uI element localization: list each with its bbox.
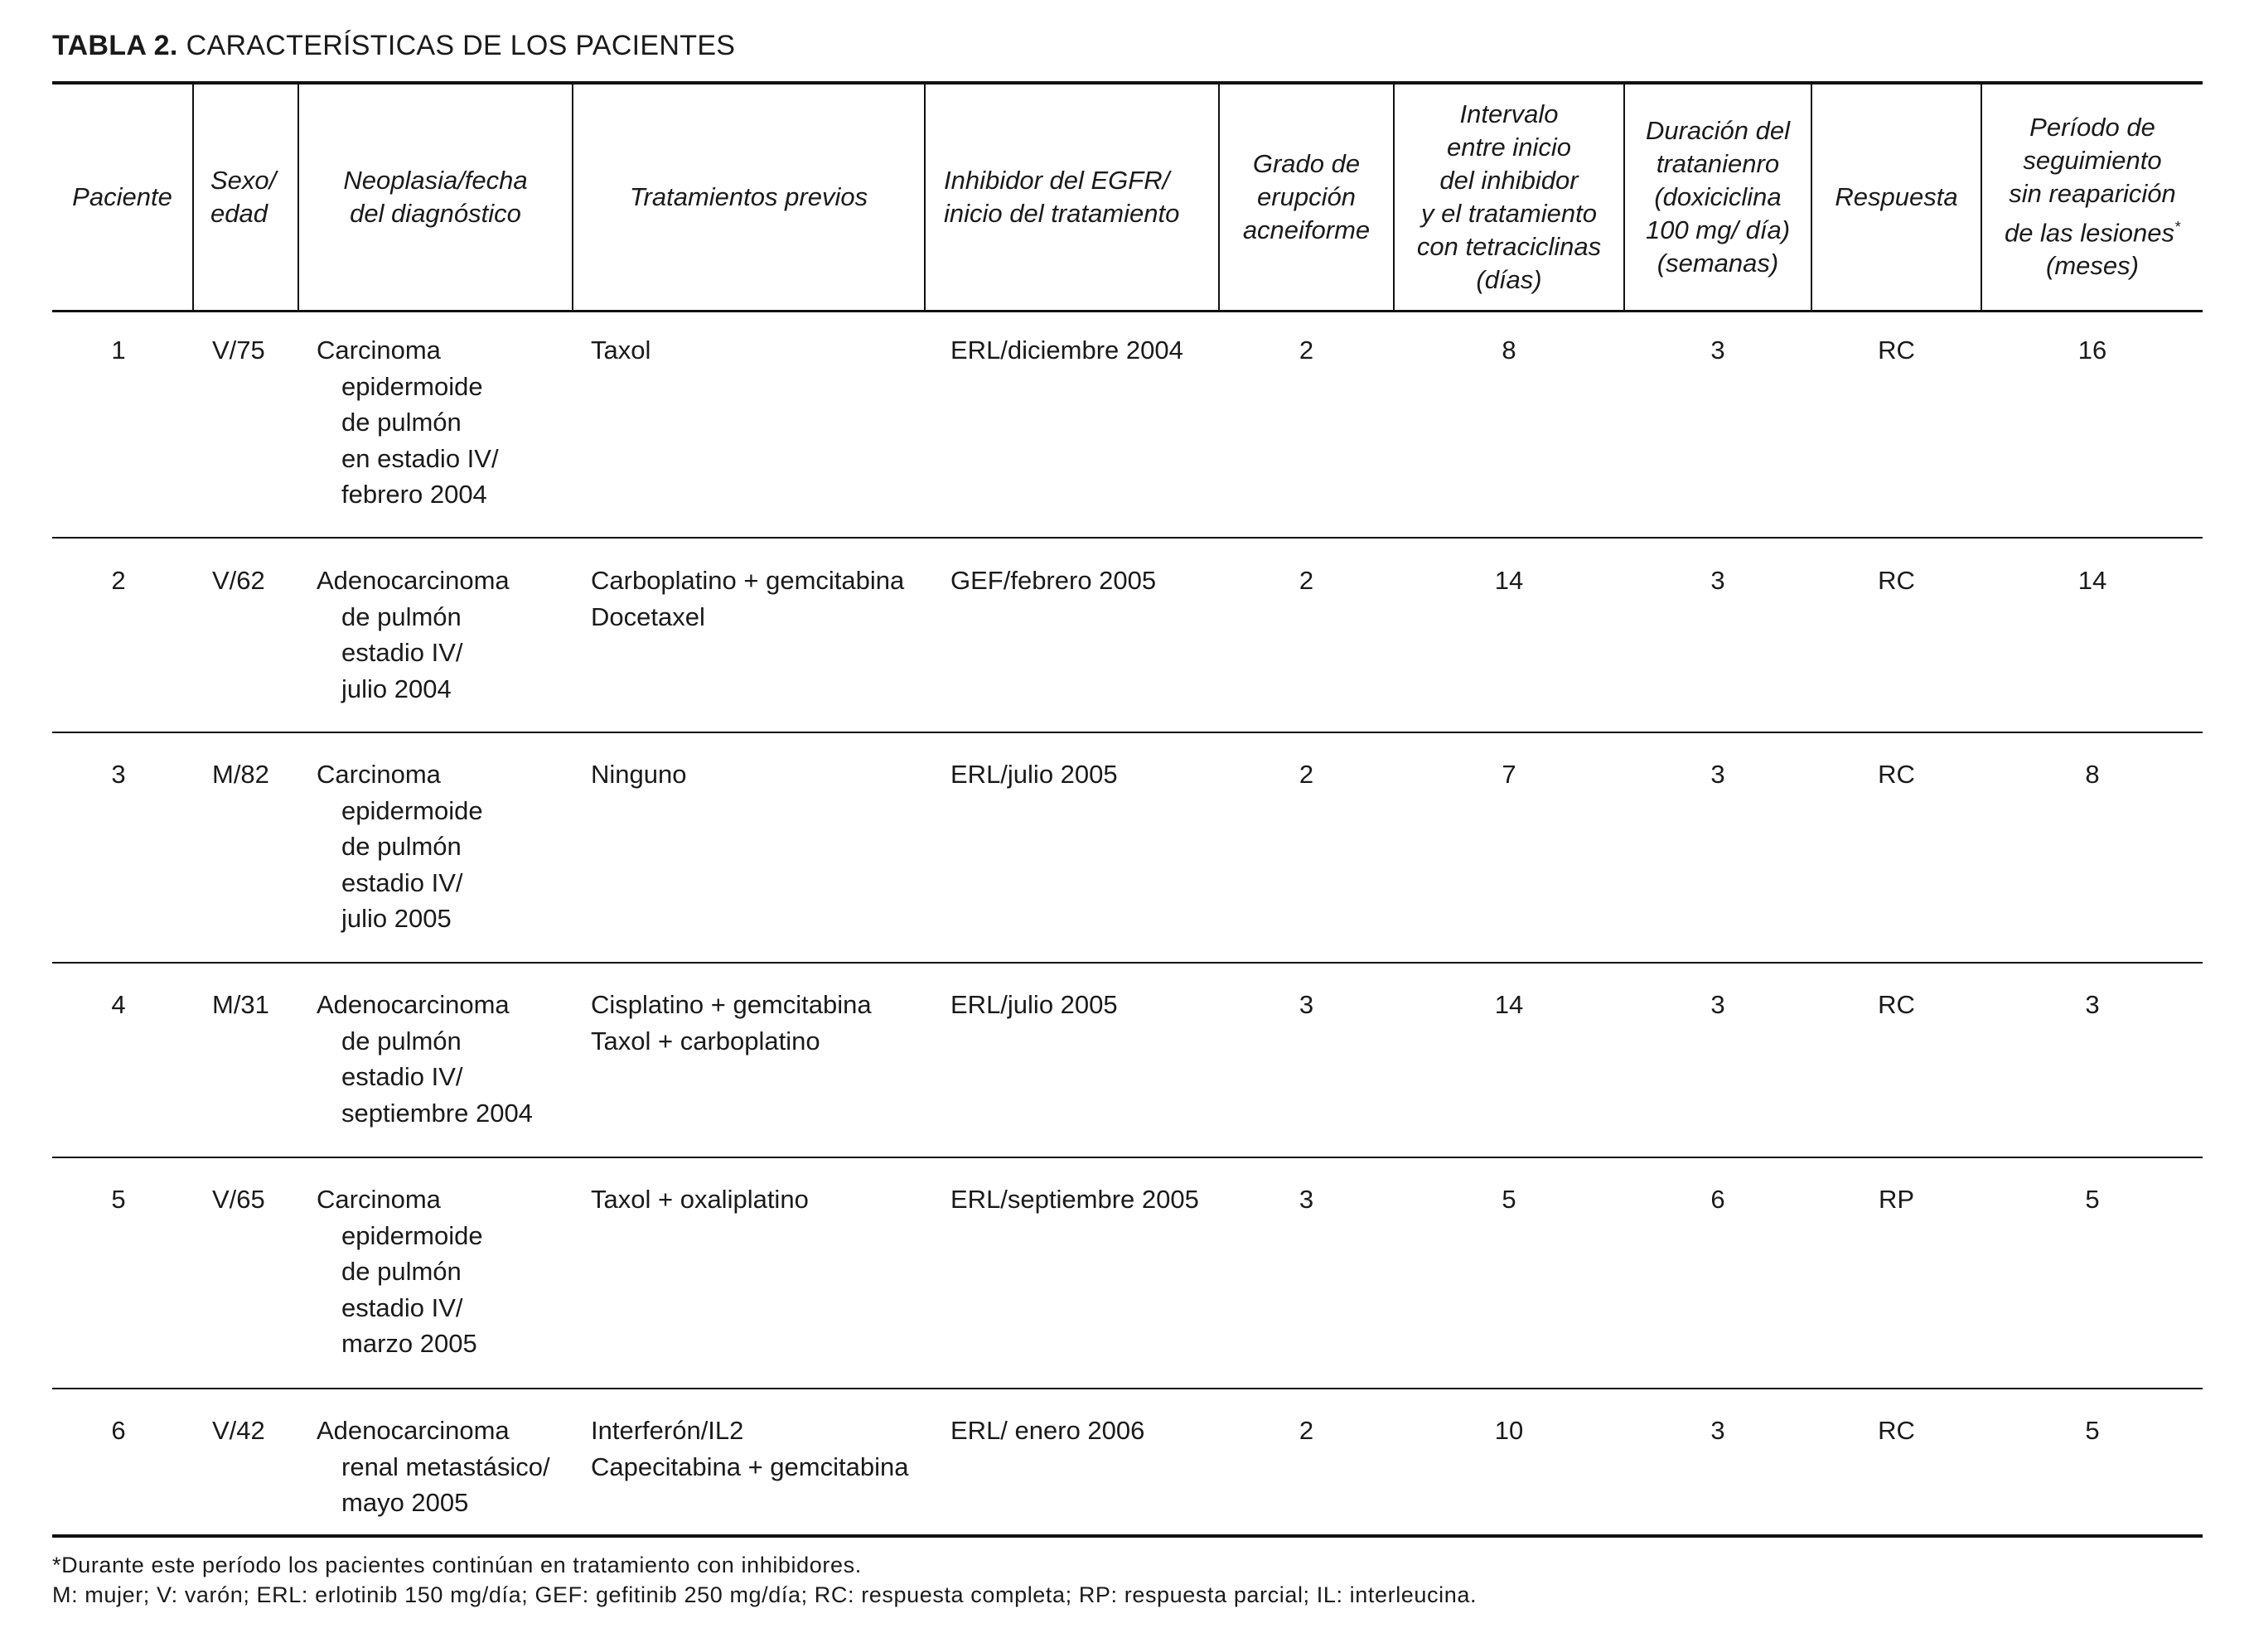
cell-line: julio 2005: [341, 904, 452, 933]
cell-line: Ninguno: [591, 760, 687, 789]
header-sexo-edad: [194, 84, 297, 310]
header-intervalo: [1395, 84, 1623, 310]
cell-sexo-edad: V/62: [212, 566, 265, 595]
cell-periodo: 16: [2077, 336, 2107, 365]
header-paciente: [52, 84, 192, 310]
cell-tratamientos: [591, 1181, 809, 1218]
cell-line: mayo 2005: [341, 1488, 469, 1517]
header-rule: [52, 310, 2203, 312]
cell-line: de pulmón: [341, 601, 462, 631]
cell-line: septiembre 2004: [341, 1098, 533, 1128]
cell-duracion: 3: [1710, 760, 1725, 789]
header-line: Período de: [2029, 112, 2155, 142]
cell-line: en estadio IV/: [341, 443, 499, 473]
cell-intervalo: 14: [1494, 990, 1524, 1019]
header-tratamientos: [573, 84, 924, 310]
cell-respuesta: RC: [1878, 566, 1915, 595]
cell-tratamientos: [591, 1413, 908, 1485]
cell-sexo-edad: M/31: [212, 990, 269, 1019]
header-neoplasia: [299, 84, 572, 310]
cell-line: de pulmón: [341, 1026, 462, 1055]
cell-periodo: 3: [2085, 990, 2100, 1019]
footnote-abbreviations: M: mujer; V: varón; ERL: erlotinib 150 mg/día; GEF: gefitinib 250 mg/día; RC: respuesta completa; RP: respuesta parcial; IL: interleucina.: [52, 1582, 1478, 1607]
table-title: [52, 30, 735, 62]
cell-intervalo: 7: [1502, 760, 1516, 789]
cell-tratamientos: [591, 987, 872, 1059]
header-line: Inhibidor del EGFR/: [944, 165, 1170, 195]
cell-periodo: 5: [2085, 1185, 2100, 1214]
cell-inhibidor: ERL/diciembre 2004: [950, 336, 1183, 365]
cell-line: estadio IV/: [341, 1062, 463, 1091]
cell-line: Carboplatino + gemcitabina: [591, 566, 905, 595]
cell-paciente: 1: [111, 336, 126, 365]
cell-periodo: 5: [2085, 1416, 2100, 1445]
cell-periodo: 14: [2077, 566, 2107, 595]
cell-grado: 2: [1299, 760, 1314, 789]
header-line: erupción: [1257, 181, 1356, 211]
cell-duracion: 6: [1710, 1185, 1725, 1214]
footnote-asterisk: *Durante este período los pacientes continúan en tratamiento con inhibidores.: [52, 1553, 862, 1577]
cell-paciente: 4: [111, 990, 126, 1019]
cell-neoplasia: [317, 1413, 550, 1521]
cell-line: Taxol: [591, 336, 651, 365]
cell-grado: 3: [1299, 1185, 1314, 1214]
cell-intervalo: 8: [1502, 336, 1516, 365]
cell-sexo-edad: V/65: [212, 1185, 265, 1214]
header-grado: [1220, 84, 1393, 310]
cell-line: Adenocarcinoma: [317, 566, 510, 595]
header-inhibidor: [926, 84, 1218, 310]
cell-line: epidermoide: [341, 795, 483, 825]
cell-duracion: 3: [1710, 1416, 1725, 1445]
cell-line: de pulmón: [341, 408, 462, 437]
header-line: inicio del tratamiento: [944, 198, 1180, 228]
header-respuesta-text: Respuesta: [1835, 181, 1958, 211]
cell-line: Carcinoma: [317, 336, 441, 365]
footnote-mark: *: [2174, 218, 2181, 235]
header-line: Grado de: [1252, 148, 1361, 178]
cell-line: de pulmón: [341, 1257, 462, 1286]
cell-line: estadio IV/: [341, 1292, 463, 1322]
cell-line: Capecitabina + gemcitabina: [591, 1452, 909, 1481]
header-line: Neoplasia/fecha: [343, 165, 528, 195]
cell-respuesta: RC: [1878, 1416, 1915, 1445]
cell-inhibidor: ERL/ enero 2006: [950, 1416, 1145, 1445]
cell-paciente: 6: [111, 1416, 126, 1445]
cell-respuesta: RC: [1878, 990, 1915, 1019]
cell-respuesta: RP: [1878, 1185, 1915, 1214]
header-paciente-text: Paciente: [72, 181, 172, 211]
header-line: de las lesiones: [2004, 218, 2175, 248]
header-line: Intervalo: [1459, 99, 1559, 128]
cell-line: Adenocarcinoma: [317, 990, 510, 1019]
cell-inhibidor: ERL/julio 2005: [950, 990, 1118, 1019]
cell-line: Taxol + carboplatino: [591, 1026, 820, 1055]
header-respuesta: [1812, 84, 1981, 310]
cell-duracion: 3: [1710, 990, 1725, 1019]
cell-intervalo: 5: [1502, 1185, 1516, 1214]
table-caption: CARACTERÍSTICAS DE LOS PACIENTES: [186, 30, 736, 61]
cell-tratamientos: [591, 332, 651, 369]
cell-inhibidor: ERL/septiembre 2005: [950, 1185, 1199, 1214]
header-line: edad: [210, 198, 268, 228]
header-line: Sexo/: [210, 165, 277, 195]
cell-neoplasia: [317, 332, 499, 513]
cell-line: estadio IV/: [341, 867, 463, 897]
cell-inhibidor: GEF/febrero 2005: [950, 566, 1157, 595]
cell-inhibidor: ERL/julio 2005: [950, 760, 1118, 789]
header-line: 100 mg/ día): [1645, 215, 1791, 244]
cell-respuesta: RC: [1878, 760, 1915, 789]
row-divider: [52, 537, 2203, 539]
cell-line: Interferón/IL2: [591, 1416, 744, 1445]
cell-line: Carcinoma: [317, 1185, 441, 1214]
cell-line: renal metastásico/: [341, 1452, 550, 1481]
cell-grado: 2: [1299, 566, 1314, 595]
cell-line: estadio IV/: [341, 638, 463, 667]
cell-paciente: 5: [111, 1185, 126, 1214]
row-divider: [52, 962, 2203, 964]
cell-line: Adenocarcinoma: [317, 1416, 510, 1445]
cell-intervalo: 14: [1494, 566, 1524, 595]
header-line: y el tratamiento: [1421, 198, 1597, 228]
header-line: (doxiciclina: [1654, 181, 1782, 211]
cell-line: Cisplatino + gemcitabina: [591, 990, 872, 1019]
cell-intervalo: 10: [1494, 1416, 1524, 1445]
header-line: seguimiento: [2023, 145, 2162, 175]
cell-duracion: 3: [1710, 336, 1725, 365]
header-line: del inhibidor: [1439, 165, 1579, 195]
cell-line: de pulmón: [341, 832, 462, 861]
cell-duracion: 3: [1710, 566, 1725, 595]
row-divider: [52, 1157, 2203, 1158]
cell-line: epidermoide: [341, 1220, 483, 1250]
header-line: (días): [1476, 264, 1542, 294]
cell-grado: 2: [1299, 336, 1314, 365]
cell-tratamientos: [591, 563, 904, 635]
cell-line: Docetaxel: [591, 601, 705, 631]
cell-line: Carcinoma: [317, 760, 441, 789]
header-duracion: [1625, 84, 1811, 310]
cell-respuesta: RC: [1878, 336, 1915, 365]
table-label: TABLA 2.: [52, 30, 178, 61]
cell-line: marzo 2005: [341, 1329, 477, 1358]
cell-sexo-edad: M/82: [212, 760, 269, 789]
header-line: del diagnóstico: [350, 198, 521, 228]
cell-neoplasia: [317, 756, 483, 937]
header-line: entre inicio: [1447, 132, 1571, 162]
header-periodo: [1982, 84, 2203, 310]
row-divider: [52, 732, 2203, 733]
cell-line: febrero 2004: [341, 480, 487, 509]
cell-neoplasia: [317, 987, 533, 1131]
cell-sexo-edad: V/42: [212, 1416, 265, 1445]
header-line: sin reaparición: [2009, 178, 2176, 208]
cell-line: julio 2004: [341, 674, 452, 703]
cell-line: epidermoide: [341, 371, 483, 401]
cell-grado: 2: [1299, 1416, 1314, 1445]
cell-sexo-edad: V/75: [212, 336, 265, 365]
header-line: acneiforme: [1242, 215, 1371, 244]
header-line: Duración del: [1645, 115, 1791, 145]
row-divider: [52, 1388, 2203, 1389]
cell-grado: 3: [1299, 990, 1314, 1019]
cell-tratamientos: [591, 756, 686, 793]
cell-neoplasia: [317, 1181, 483, 1362]
header-line: (semanas): [1657, 248, 1779, 278]
cell-periodo: 8: [2085, 760, 2100, 789]
cell-paciente: 2: [111, 566, 126, 595]
header-line: con tetraciclinas: [1416, 231, 1602, 261]
header-tratamientos-text: Tratamientos previos: [629, 181, 868, 211]
header-line: tratanienro: [1656, 148, 1780, 178]
header-line: (meses): [2046, 251, 2139, 281]
cell-neoplasia: [317, 563, 510, 707]
cell-paciente: 3: [111, 760, 126, 789]
bottom-rule: [52, 1534, 2203, 1538]
cell-line: Taxol + oxaliplatino: [591, 1185, 809, 1214]
